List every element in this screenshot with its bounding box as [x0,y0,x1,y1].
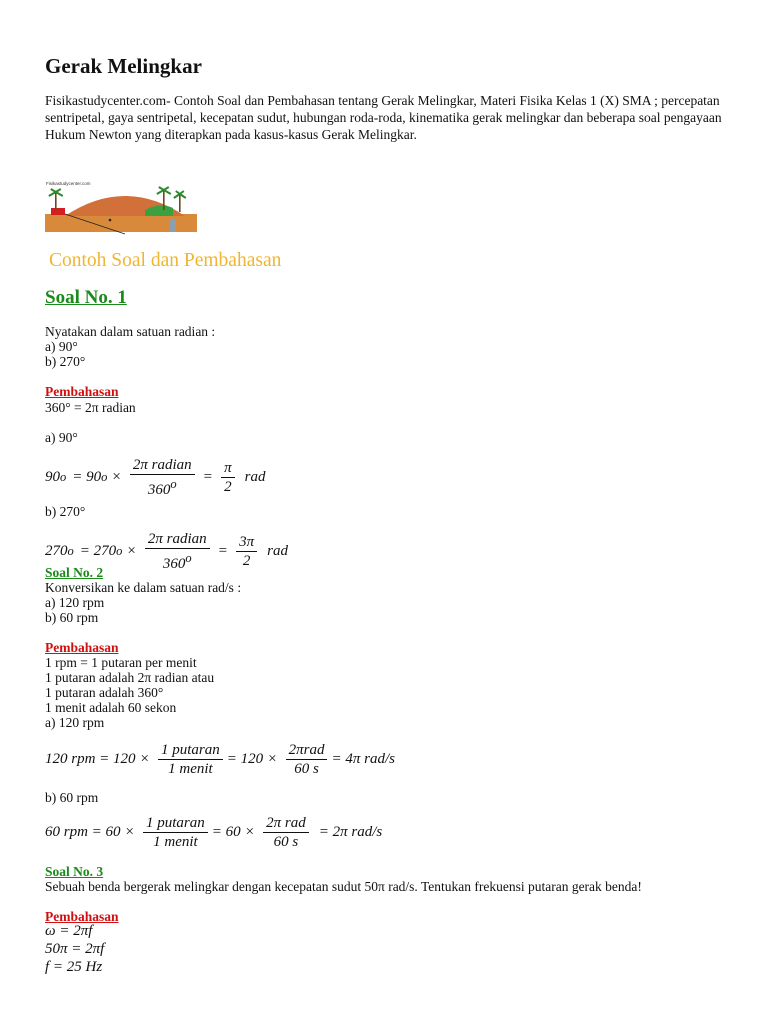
soal-1-part-b-label: b) 270° [45,504,86,519]
soal-1-equation-b: 270 o = 270 o × $\frac{\text{2π radian}}{360^o}$ = $\frac{3\pi}{2}$ rad [45,531,288,572]
soal-1-heading: Soal No. 1 [45,287,127,308]
soal-2-equation-a: 120 rpm = 120 × $\frac{\text{1 putaran}}{\text{1 menit}}$ = 120 × $\frac{\text{2πrad}}{60 s}$ = 4π rad/s [45,742,395,777]
soal-1-pembahasan-label: Pembahasan [45,384,119,399]
soal-3-question: Sebuah benda bergerak melingkar dengan kecepatan sudut 50π rad/s. Tentukan frekuensi putaran gerak benda! [45,879,642,894]
soal-2-question: Konversikan ke dalam satuan rad/s : [45,580,242,595]
intro-paragraph: Fisikastudycenter.com- Contoh Soal dan Pembahasan tentang Gerak Melingkar, Materi Fisika Kelas 1 (X) SMA ; percepatan sentripetal, gaya sentripetal, kecepatan sudut, hubungan roda-roda, kinematika gerak melingkar dan beberapa soal pengayaan Hukum Newton yang diterapkan pada kasus-kasus Gerak Melingkar. [45,93,722,142]
soal-3-step-2: 50π = 2πf [45,941,105,957]
soal-1-option-a: a) 90° [45,339,78,354]
soal-2-option-a: a) 120 rpm [45,595,105,610]
soal-2-equation-b: 60 rpm = 60 × $\frac{\text{1 putaran}}{\text{1 menit}}$ = 60 × $\frac{\text{2π rad}}{60 s}$ = 2π rad/s [45,815,383,850]
soal-2-option-b: b) 60 rpm [45,610,99,625]
soal-2-part-a-label: a) 120 rpm [45,715,105,730]
soal-2-line-4: 1 menit adalah 60 sekon [45,700,177,715]
soal-2-line-1: 1 rpm = 1 putaran per menit [45,655,197,670]
page-title: Gerak Melingkar [45,54,202,78]
soal-2-part-b-label: b) 60 rpm [45,790,99,805]
soal-2-pembahasan-label: Pembahasan [45,640,119,655]
circular-motion-illustration [45,178,197,236]
soal-1-part-a-label: a) 90° [45,430,78,445]
soal-1-given: 360° = 2π radian [45,400,136,415]
soal-2-heading: Soal No. 2 [45,565,104,580]
soal-1-question: Nyatakan dalam satuan radian : [45,324,216,339]
section-heading: Contoh Soal dan Pembahasan [49,250,282,271]
soal-3-pembahasan-label: Pembahasan [45,909,119,924]
soal-3-heading: Soal No. 3 [45,864,104,879]
illustration-caption: Fisikastudycenter.com [46,181,91,186]
soal-1-equation-a: 90 o = 90 o × $\frac{\text{2π radian}}{360^o}$ = $\frac{\pi}{2}$ rad [45,457,266,498]
soal-3-step-3: f = 25 Hz [45,959,103,975]
soal-2-line-3: 1 putaran adalah 360° [45,685,164,700]
soal-3-step-1: ω = 2πf [45,923,93,939]
soal-2-line-2: 1 putaran adalah 2π radian atau [45,670,215,685]
soal-1-option-b: b) 270° [45,354,86,369]
